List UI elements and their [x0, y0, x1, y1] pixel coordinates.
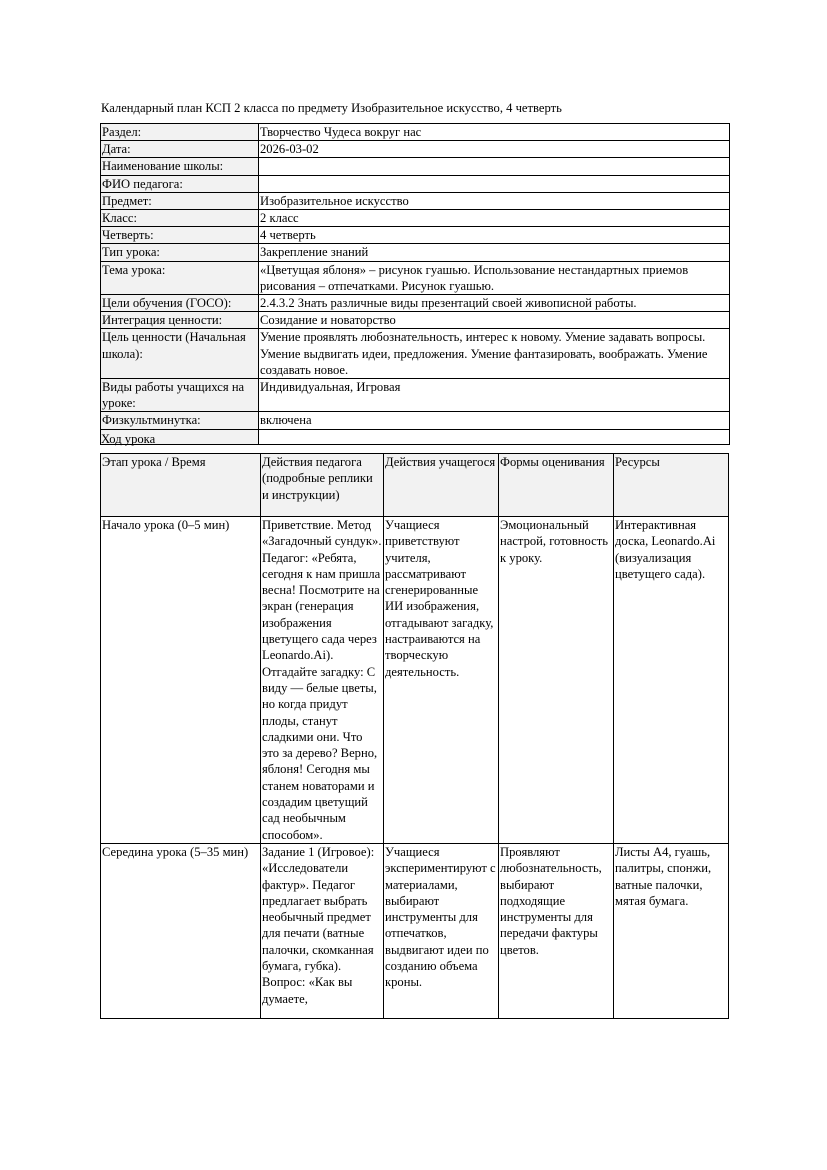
- info-row: [101, 244, 730, 261]
- table-row: [101, 517, 729, 844]
- students-text: Учащиеся экспериментируют с материалами, выбирают инструменты для отпечатков, выдвигают идеи по созданию объема кроны.: [385, 844, 496, 990]
- document-title: Календарный план КСП 2 класса по предмету Изобразительное искусство, 4 четверть: [101, 101, 562, 115]
- info-row: [101, 379, 730, 412]
- info-label: Цели обучения (ГОСО):: [101, 295, 259, 312]
- resources-cell: [614, 843, 729, 1018]
- resources-cell: Интерактивная доска, Leonardo.Ai (визуализация цветущего сада).: [614, 517, 729, 844]
- info-row: [101, 329, 730, 379]
- table-header-row: [101, 454, 729, 517]
- stage-cell: [101, 843, 261, 1018]
- info-row: [101, 124, 730, 141]
- students-cell: [384, 843, 499, 1018]
- info-label: Раздел:: [101, 124, 259, 141]
- students-cell: Учащиеся приветствуют учителя, рассматривают сгенерированные ИИ изображения, отгадывают загадку, настраиваются на творческую деятельность.: [384, 517, 499, 844]
- header-stage: Этап урока / Время: [101, 454, 261, 517]
- info-value: Созидание и новаторство: [259, 312, 730, 329]
- info-label: Виды работы учащихся на уроке:: [101, 379, 259, 412]
- info-label: ФИО педагога:: [101, 175, 259, 192]
- info-row: [101, 261, 730, 294]
- info-value: Закрепление знаний: [259, 244, 730, 261]
- teacher-cell: [261, 843, 384, 1018]
- info-label: Тема урока:: [101, 261, 259, 294]
- info-row: [101, 295, 730, 312]
- info-label: Цель ценности (Начальная школа):: [101, 329, 259, 379]
- info-label: Предмет:: [101, 192, 259, 209]
- info-value: Умение проявлять любознательность, интерес к новому. Умение задавать вопросы. Умение выдвигать идеи, предложения. Умение фантазировать, воображать. Умение создавать новое.: [259, 329, 730, 379]
- info-label: Дата:: [101, 141, 259, 158]
- info-value: Индивидуальная, Игровая: [259, 379, 730, 412]
- info-value: 2.4.3.2 Знать различные виды презентаций своей живописной работы.: [259, 295, 730, 312]
- lesson-plan-table: [100, 453, 729, 1019]
- info-label: Наименование школы:: [101, 158, 259, 175]
- header-assessment: Формы оценивания: [499, 454, 614, 517]
- info-value: включена: [259, 412, 730, 429]
- stage-text: Середина урока (5–35 мин): [102, 844, 249, 859]
- info-value: 2026-03-02: [259, 141, 730, 158]
- assessment-text: Проявляют любознательность, выбирают подходящие инструменты для передачи фактуры цветов.: [500, 844, 602, 957]
- info-row: [101, 192, 730, 209]
- header-resources: Ресурсы: [614, 454, 729, 517]
- teacher-cell: Приветствие. Метод «Загадочный сундук». Педагог: «Ребята, сегодня к нам пришла весна! Посмотрите на экран (генерация изображения цветущего сада через Leonardo.Ai). Отгадайте загадку: С виду — белые цветы, но когда придут плоды, станут сладкими они. Что это за дерево? Верно, яблоня! Сегодня мы станем новаторами и создадим цветущий сад необычным способом».: [261, 517, 384, 844]
- info-value: [259, 429, 730, 444]
- stage-cell: Начало урока (0–5 мин): [101, 517, 261, 844]
- lesson-progress-heading: Ход урока: [101, 432, 156, 446]
- info-row: [101, 312, 730, 329]
- info-label: Физкультминутка:: [101, 412, 259, 429]
- info-value: [259, 175, 730, 192]
- info-label: Тип урока:: [101, 244, 259, 261]
- info-label: Интеграция ценности:: [101, 312, 259, 329]
- header-teacher: Действия педагога (подробные реплики и инструкции): [261, 454, 384, 517]
- info-row: [101, 158, 730, 175]
- table-row: [101, 843, 729, 1018]
- info-value: Изобразительное искусство: [259, 192, 730, 209]
- info-label: Класс:: [101, 210, 259, 227]
- info-value: [259, 158, 730, 175]
- header-students: Действия учащегося: [384, 454, 499, 517]
- info-value: «Цветущая яблоня» – рисунок гуашью. Использование нестандартных приемов рисования – отпечатками. Рисунок гуашью.: [259, 261, 730, 294]
- info-value: Творчество Чудеса вокруг нас: [259, 124, 730, 141]
- info-value: 4 четверть: [259, 227, 730, 244]
- info-row: [101, 227, 730, 244]
- info-row: [101, 210, 730, 227]
- info-row: [101, 429, 730, 444]
- info-label: Четверть:: [101, 227, 259, 244]
- info-row: [101, 141, 730, 158]
- resources-text: Листы А4, гуашь, палитры, спонжи, ватные палочки, мятая бумага.: [615, 844, 712, 908]
- info-row: [101, 412, 730, 429]
- info-row: [101, 175, 730, 192]
- teacher-text: Задание 1 (Игровое): «Исследователи фактур». Педагог предлагает выбрать необычный предмет для печати (ватные палочки, скомканная бумага, губка). Вопрос: «Как вы думаете,: [262, 844, 375, 1006]
- lesson-info-table: [100, 123, 730, 445]
- assessment-cell: [499, 843, 614, 1018]
- assessment-cell: Эмоциональный настрой, готовность к уроку.: [499, 517, 614, 844]
- info-value: 2 класс: [259, 210, 730, 227]
